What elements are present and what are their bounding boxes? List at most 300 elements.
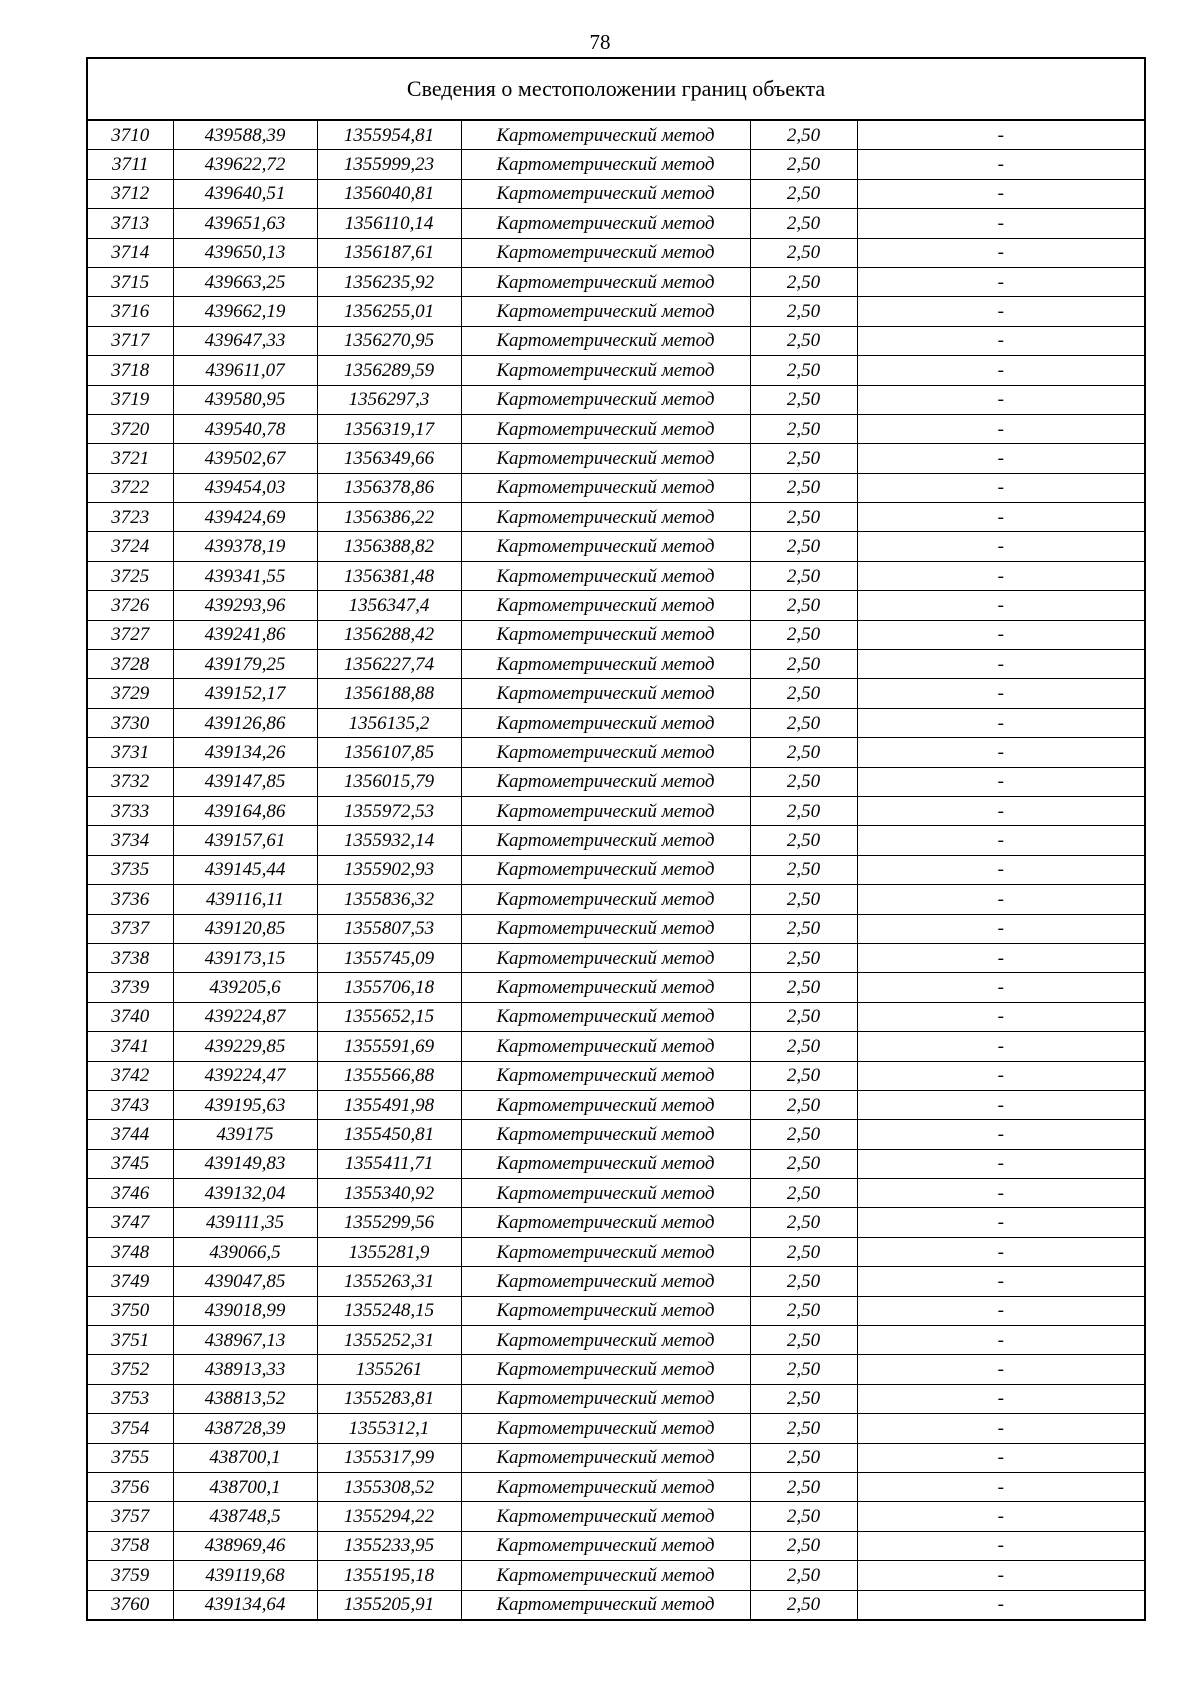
point-number-cell: 3734: [88, 826, 173, 855]
table-row: [88, 532, 1144, 561]
accuracy-cell: 2,50: [750, 826, 857, 855]
method-cell: Картометрический метод: [461, 179, 750, 208]
x-coordinate-cell: 439229,85: [173, 1032, 317, 1061]
description-cell: -: [857, 326, 1144, 355]
description-cell: -: [857, 1002, 1144, 1031]
point-number-cell: 3742: [88, 1061, 173, 1090]
x-coordinate-cell: 439424,69: [173, 503, 317, 532]
accuracy-cell: 2,50: [750, 385, 857, 414]
description-cell: -: [857, 561, 1144, 590]
table-row: [88, 914, 1144, 943]
accuracy-cell: 2,50: [750, 1384, 857, 1413]
x-coordinate-cell: 439195,63: [173, 1090, 317, 1119]
point-number-cell: 3741: [88, 1032, 173, 1061]
x-coordinate-cell: 439378,19: [173, 532, 317, 561]
table-title: Сведения о местоположении границ объекта: [88, 59, 1144, 121]
table-row: [88, 973, 1144, 1002]
description-cell: -: [857, 444, 1144, 473]
x-coordinate-cell: 439111,35: [173, 1208, 317, 1237]
description-cell: -: [857, 943, 1144, 972]
point-number-cell: 3727: [88, 620, 173, 649]
point-number-cell: 3731: [88, 738, 173, 767]
description-cell: -: [857, 267, 1144, 296]
point-number-cell: 3713: [88, 209, 173, 238]
method-cell: Картометрический метод: [461, 738, 750, 767]
point-number-cell: 3752: [88, 1355, 173, 1384]
method-cell: Картометрический метод: [461, 209, 750, 238]
y-coordinate-cell: 1356040,81: [317, 179, 461, 208]
point-number-cell: 3746: [88, 1179, 173, 1208]
description-cell: -: [857, 385, 1144, 414]
accuracy-cell: 2,50: [750, 209, 857, 238]
accuracy-cell: 2,50: [750, 444, 857, 473]
x-coordinate-cell: 439066,5: [173, 1237, 317, 1266]
accuracy-cell: 2,50: [750, 767, 857, 796]
x-coordinate-cell: 439018,99: [173, 1296, 317, 1325]
accuracy-cell: 2,50: [750, 1149, 857, 1178]
y-coordinate-cell: 1355299,56: [317, 1208, 461, 1237]
table-row: [88, 1531, 1144, 1560]
description-cell: -: [857, 1179, 1144, 1208]
x-coordinate-cell: 439116,11: [173, 885, 317, 914]
x-coordinate-cell: 439640,51: [173, 179, 317, 208]
accuracy-cell: 2,50: [750, 1208, 857, 1237]
method-cell: Картометрический метод: [461, 591, 750, 620]
y-coordinate-cell: 1355252,31: [317, 1326, 461, 1355]
method-cell: Картометрический метод: [461, 326, 750, 355]
table-row: [88, 150, 1144, 179]
point-number-cell: 3725: [88, 561, 173, 590]
y-coordinate-cell: 1356388,82: [317, 532, 461, 561]
y-coordinate-cell: 1356255,01: [317, 297, 461, 326]
description-cell: -: [857, 414, 1144, 443]
accuracy-cell: 2,50: [750, 1120, 857, 1149]
point-number-cell: 3751: [88, 1326, 173, 1355]
y-coordinate-cell: 1355999,23: [317, 150, 461, 179]
table-row: [88, 1561, 1144, 1590]
accuracy-cell: 2,50: [750, 1296, 857, 1325]
point-number-cell: 3721: [88, 444, 173, 473]
accuracy-cell: 2,50: [750, 1032, 857, 1061]
accuracy-cell: 2,50: [750, 1590, 857, 1619]
accuracy-cell: 2,50: [750, 1090, 857, 1119]
table-row: [88, 767, 1144, 796]
method-cell: Картометрический метод: [461, 1149, 750, 1178]
method-cell: Картометрический метод: [461, 767, 750, 796]
table-body: [88, 121, 1144, 1619]
table-row: [88, 561, 1144, 590]
method-cell: Картометрический метод: [461, 1355, 750, 1384]
description-cell: -: [857, 503, 1144, 532]
table-row: [88, 503, 1144, 532]
x-coordinate-cell: 439134,64: [173, 1590, 317, 1619]
point-number-cell: 3730: [88, 708, 173, 737]
table-row: [88, 326, 1144, 355]
accuracy-cell: 2,50: [750, 1502, 857, 1531]
description-cell: -: [857, 1531, 1144, 1560]
method-cell: Картометрический метод: [461, 121, 750, 150]
method-cell: Картометрический метод: [461, 297, 750, 326]
table-row: [88, 1384, 1144, 1413]
description-cell: -: [857, 1561, 1144, 1590]
table-row: [88, 1326, 1144, 1355]
y-coordinate-cell: 1355591,69: [317, 1032, 461, 1061]
x-coordinate-cell: 439164,86: [173, 796, 317, 825]
description-cell: -: [857, 855, 1144, 884]
method-cell: Картометрический метод: [461, 885, 750, 914]
y-coordinate-cell: 1355745,09: [317, 943, 461, 972]
description-cell: -: [857, 1502, 1144, 1531]
x-coordinate-cell: 439454,03: [173, 473, 317, 502]
description-cell: -: [857, 767, 1144, 796]
y-coordinate-cell: 1356386,22: [317, 503, 461, 532]
point-number-cell: 3760: [88, 1590, 173, 1619]
description-cell: -: [857, 1061, 1144, 1090]
table-row: [88, 679, 1144, 708]
table-row: [88, 1032, 1144, 1061]
y-coordinate-cell: 1355283,81: [317, 1384, 461, 1413]
point-number-cell: 3739: [88, 973, 173, 1002]
method-cell: Картометрический метод: [461, 1561, 750, 1590]
accuracy-cell: 2,50: [750, 1414, 857, 1443]
point-number-cell: 3728: [88, 650, 173, 679]
accuracy-cell: 2,50: [750, 1355, 857, 1384]
table-row: [88, 1472, 1144, 1501]
accuracy-cell: 2,50: [750, 121, 857, 150]
point-number-cell: 3756: [88, 1472, 173, 1501]
method-cell: Картометрический метод: [461, 1590, 750, 1619]
x-coordinate-cell: 439224,47: [173, 1061, 317, 1090]
method-cell: Картометрический метод: [461, 267, 750, 296]
point-number-cell: 3738: [88, 943, 173, 972]
x-coordinate-cell: 439173,15: [173, 943, 317, 972]
description-cell: -: [857, 826, 1144, 855]
table-row: [88, 738, 1144, 767]
accuracy-cell: 2,50: [750, 738, 857, 767]
table-row: [88, 1149, 1144, 1178]
method-cell: Картометрический метод: [461, 679, 750, 708]
point-number-cell: 3757: [88, 1502, 173, 1531]
table-row: [88, 209, 1144, 238]
x-coordinate-cell: 439647,33: [173, 326, 317, 355]
description-cell: -: [857, 1472, 1144, 1501]
x-coordinate-cell: 438969,46: [173, 1531, 317, 1560]
y-coordinate-cell: 1355233,95: [317, 1531, 461, 1560]
accuracy-cell: 2,50: [750, 620, 857, 649]
x-coordinate-cell: 439588,39: [173, 121, 317, 150]
point-number-cell: 3718: [88, 356, 173, 385]
description-cell: -: [857, 1590, 1144, 1619]
table-row: [88, 1090, 1144, 1119]
accuracy-cell: 2,50: [750, 150, 857, 179]
accuracy-cell: 2,50: [750, 679, 857, 708]
x-coordinate-cell: 439580,95: [173, 385, 317, 414]
x-coordinate-cell: 439650,13: [173, 238, 317, 267]
y-coordinate-cell: 1355902,93: [317, 855, 461, 884]
point-number-cell: 3754: [88, 1414, 173, 1443]
point-number-cell: 3732: [88, 767, 173, 796]
point-number-cell: 3737: [88, 914, 173, 943]
y-coordinate-cell: 1356235,92: [317, 267, 461, 296]
description-cell: -: [857, 1090, 1144, 1119]
x-coordinate-cell: 438700,1: [173, 1443, 317, 1472]
point-number-cell: 3726: [88, 591, 173, 620]
description-cell: -: [857, 179, 1144, 208]
accuracy-cell: 2,50: [750, 1002, 857, 1031]
table-row: [88, 591, 1144, 620]
point-number-cell: 3759: [88, 1561, 173, 1590]
description-cell: -: [857, 209, 1144, 238]
method-cell: Картометрический метод: [461, 1443, 750, 1472]
point-number-cell: 3735: [88, 855, 173, 884]
y-coordinate-cell: 1355248,15: [317, 1296, 461, 1325]
table-row: [88, 1237, 1144, 1266]
method-cell: Картометрический метод: [461, 826, 750, 855]
table-row: [88, 121, 1144, 150]
table-row: [88, 855, 1144, 884]
method-cell: Картометрический метод: [461, 1208, 750, 1237]
point-number-cell: 3722: [88, 473, 173, 502]
method-cell: Картометрический метод: [461, 1296, 750, 1325]
description-cell: -: [857, 679, 1144, 708]
table-row: [88, 1355, 1144, 1384]
description-cell: -: [857, 473, 1144, 502]
x-coordinate-cell: 439119,68: [173, 1561, 317, 1590]
method-cell: Картометрический метод: [461, 1032, 750, 1061]
point-number-cell: 3729: [88, 679, 173, 708]
x-coordinate-cell: 439157,61: [173, 826, 317, 855]
table-row: [88, 1120, 1144, 1149]
description-cell: -: [857, 1267, 1144, 1296]
y-coordinate-cell: 1355263,31: [317, 1267, 461, 1296]
method-cell: Картометрический метод: [461, 914, 750, 943]
method-cell: Картометрический метод: [461, 855, 750, 884]
x-coordinate-cell: 439224,87: [173, 1002, 317, 1031]
y-coordinate-cell: 1355932,14: [317, 826, 461, 855]
point-number-cell: 3733: [88, 796, 173, 825]
accuracy-cell: 2,50: [750, 943, 857, 972]
point-number-cell: 3719: [88, 385, 173, 414]
y-coordinate-cell: 1355205,91: [317, 1590, 461, 1619]
x-coordinate-cell: 439149,83: [173, 1149, 317, 1178]
table-row: [88, 385, 1144, 414]
accuracy-cell: 2,50: [750, 1061, 857, 1090]
method-cell: Картометрический метод: [461, 444, 750, 473]
y-coordinate-cell: 1355491,98: [317, 1090, 461, 1119]
method-cell: Картометрический метод: [461, 943, 750, 972]
table-row: [88, 885, 1144, 914]
point-number-cell: 3753: [88, 1384, 173, 1413]
x-coordinate-cell: 439293,96: [173, 591, 317, 620]
table-row: [88, 650, 1144, 679]
method-cell: Картометрический метод: [461, 532, 750, 561]
method-cell: Картометрический метод: [461, 385, 750, 414]
table-row: [88, 356, 1144, 385]
method-cell: Картометрический метод: [461, 1179, 750, 1208]
method-cell: Картометрический метод: [461, 1237, 750, 1266]
x-coordinate-cell: 439662,19: [173, 297, 317, 326]
table-row: [88, 1590, 1144, 1619]
point-number-cell: 3712: [88, 179, 173, 208]
table-row: [88, 1296, 1144, 1325]
accuracy-cell: 2,50: [750, 1267, 857, 1296]
accuracy-cell: 2,50: [750, 267, 857, 296]
table-row: [88, 1002, 1144, 1031]
method-cell: Картометрический метод: [461, 1267, 750, 1296]
point-number-cell: 3743: [88, 1090, 173, 1119]
y-coordinate-cell: 1355954,81: [317, 121, 461, 150]
point-number-cell: 3744: [88, 1120, 173, 1149]
y-coordinate-cell: 1355836,32: [317, 885, 461, 914]
accuracy-cell: 2,50: [750, 356, 857, 385]
table-row: [88, 414, 1144, 443]
x-coordinate-cell: 439205,6: [173, 973, 317, 1002]
y-coordinate-cell: 1355340,92: [317, 1179, 461, 1208]
accuracy-cell: 2,50: [750, 1472, 857, 1501]
method-cell: Картометрический метод: [461, 150, 750, 179]
accuracy-cell: 2,50: [750, 503, 857, 532]
point-number-cell: 3745: [88, 1149, 173, 1178]
x-coordinate-cell: 438913,33: [173, 1355, 317, 1384]
method-cell: Картометрический метод: [461, 1502, 750, 1531]
table-row: [88, 179, 1144, 208]
method-cell: Картометрический метод: [461, 1414, 750, 1443]
x-coordinate-cell: 439241,86: [173, 620, 317, 649]
method-cell: Картометрический метод: [461, 1531, 750, 1560]
x-coordinate-cell: 438967,13: [173, 1326, 317, 1355]
y-coordinate-cell: 1356188,88: [317, 679, 461, 708]
description-cell: -: [857, 1032, 1144, 1061]
y-coordinate-cell: 1355294,22: [317, 1502, 461, 1531]
point-number-cell: 3710: [88, 121, 173, 150]
y-coordinate-cell: 1356270,95: [317, 326, 461, 355]
y-coordinate-cell: 1355281,9: [317, 1237, 461, 1266]
y-coordinate-cell: 1355652,15: [317, 1002, 461, 1031]
accuracy-cell: 2,50: [750, 238, 857, 267]
description-cell: -: [857, 1237, 1144, 1266]
accuracy-cell: 2,50: [750, 326, 857, 355]
table-row: [88, 444, 1144, 473]
description-cell: -: [857, 620, 1144, 649]
table-row: [88, 1061, 1144, 1090]
accuracy-cell: 2,50: [750, 179, 857, 208]
y-coordinate-cell: 1355706,18: [317, 973, 461, 1002]
y-coordinate-cell: 1355308,52: [317, 1472, 461, 1501]
y-coordinate-cell: 1355972,53: [317, 796, 461, 825]
point-number-cell: 3724: [88, 532, 173, 561]
point-number-cell: 3758: [88, 1531, 173, 1560]
x-coordinate-cell: 439134,26: [173, 738, 317, 767]
boundary-points-table: [88, 121, 1144, 1619]
description-cell: -: [857, 591, 1144, 620]
point-number-cell: 3755: [88, 1443, 173, 1472]
accuracy-cell: 2,50: [750, 708, 857, 737]
description-cell: -: [857, 297, 1144, 326]
description-cell: -: [857, 121, 1144, 150]
description-cell: -: [857, 914, 1144, 943]
description-cell: -: [857, 885, 1144, 914]
y-coordinate-cell: 1356349,66: [317, 444, 461, 473]
table-row: [88, 1208, 1144, 1237]
description-cell: -: [857, 356, 1144, 385]
method-cell: Картометрический метод: [461, 1061, 750, 1090]
y-coordinate-cell: 1356135,2: [317, 708, 461, 737]
accuracy-cell: 2,50: [750, 1443, 857, 1472]
point-number-cell: 3715: [88, 267, 173, 296]
y-coordinate-cell: 1356288,42: [317, 620, 461, 649]
method-cell: Картометрический метод: [461, 973, 750, 1002]
y-coordinate-cell: 1355807,53: [317, 914, 461, 943]
description-cell: -: [857, 973, 1144, 1002]
accuracy-cell: 2,50: [750, 650, 857, 679]
method-cell: Картометрический метод: [461, 356, 750, 385]
table-row: [88, 708, 1144, 737]
accuracy-cell: 2,50: [750, 796, 857, 825]
accuracy-cell: 2,50: [750, 855, 857, 884]
method-cell: Картометрический метод: [461, 473, 750, 502]
method-cell: Картометрический метод: [461, 708, 750, 737]
table-row: [88, 1267, 1144, 1296]
x-coordinate-cell: 439126,86: [173, 708, 317, 737]
table-row: [88, 297, 1144, 326]
y-coordinate-cell: 1356107,85: [317, 738, 461, 767]
table-row: [88, 1179, 1144, 1208]
y-coordinate-cell: 1356227,74: [317, 650, 461, 679]
table-row: [88, 473, 1144, 502]
point-number-cell: 3711: [88, 150, 173, 179]
method-cell: Картометрический метод: [461, 561, 750, 590]
description-cell: -: [857, 1355, 1144, 1384]
accuracy-cell: 2,50: [750, 532, 857, 561]
x-coordinate-cell: 439132,04: [173, 1179, 317, 1208]
x-coordinate-cell: 438700,1: [173, 1472, 317, 1501]
y-coordinate-cell: 1356289,59: [317, 356, 461, 385]
y-coordinate-cell: 1356187,61: [317, 238, 461, 267]
table-row: [88, 796, 1144, 825]
x-coordinate-cell: 439341,55: [173, 561, 317, 590]
x-coordinate-cell: 438813,52: [173, 1384, 317, 1413]
x-coordinate-cell: 438728,39: [173, 1414, 317, 1443]
description-cell: -: [857, 708, 1144, 737]
x-coordinate-cell: 439120,85: [173, 914, 317, 943]
method-cell: Картометрический метод: [461, 620, 750, 649]
x-coordinate-cell: 439540,78: [173, 414, 317, 443]
x-coordinate-cell: 439145,44: [173, 855, 317, 884]
y-coordinate-cell: 1356381,48: [317, 561, 461, 590]
method-cell: Картометрический метод: [461, 238, 750, 267]
y-coordinate-cell: 1355317,99: [317, 1443, 461, 1472]
description-cell: -: [857, 1443, 1144, 1472]
y-coordinate-cell: 1355450,81: [317, 1120, 461, 1149]
accuracy-cell: 2,50: [750, 1179, 857, 1208]
description-cell: -: [857, 1149, 1144, 1178]
y-coordinate-cell: 1355261: [317, 1355, 461, 1384]
method-cell: Картометрический метод: [461, 1090, 750, 1119]
boundary-table-frame: [86, 57, 1146, 1621]
point-number-cell: 3750: [88, 1296, 173, 1325]
accuracy-cell: 2,50: [750, 561, 857, 590]
method-cell: Картометрический метод: [461, 796, 750, 825]
y-coordinate-cell: 1355566,88: [317, 1061, 461, 1090]
x-coordinate-cell: 439147,85: [173, 767, 317, 796]
x-coordinate-cell: 439502,67: [173, 444, 317, 473]
description-cell: -: [857, 1326, 1144, 1355]
method-cell: Картометрический метод: [461, 414, 750, 443]
description-cell: -: [857, 1384, 1144, 1413]
x-coordinate-cell: 438748,5: [173, 1502, 317, 1531]
point-number-cell: 3748: [88, 1237, 173, 1266]
description-cell: -: [857, 738, 1144, 767]
